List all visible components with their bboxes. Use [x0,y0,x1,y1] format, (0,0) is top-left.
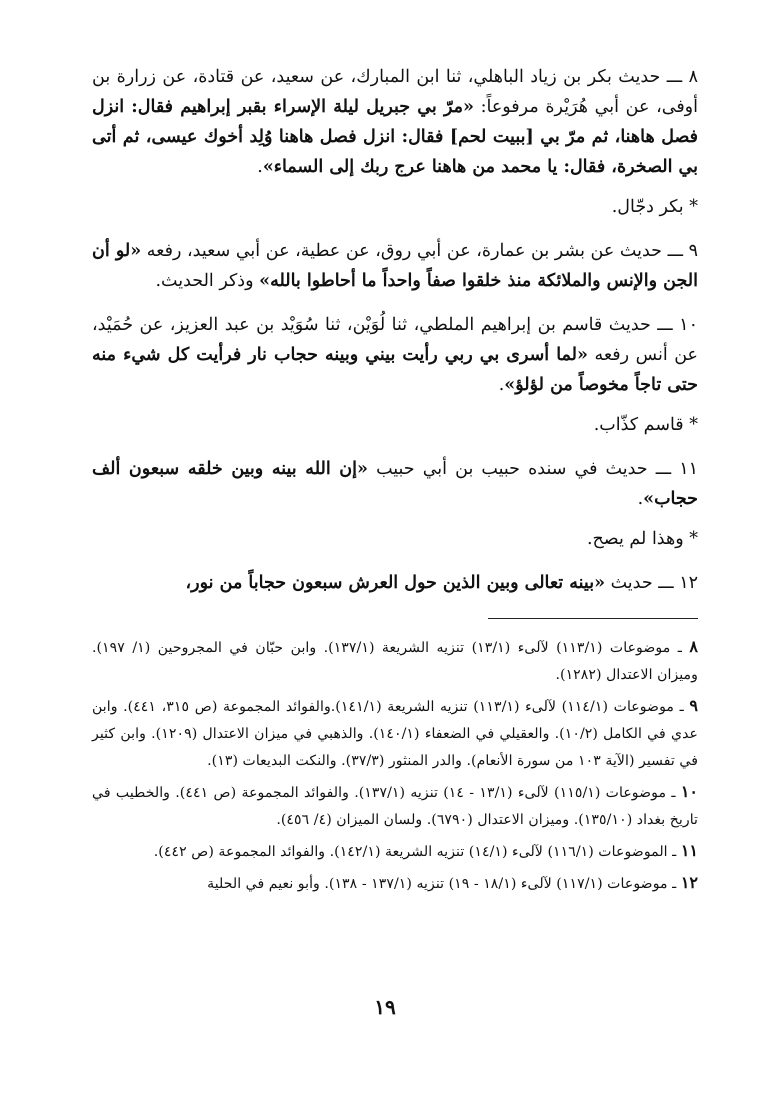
hadith-tail: . [498,375,505,395]
hadith-chain: ـــ حديث [605,573,674,593]
footnote-text: ـ الموضوعات (١١٦/١) لآلىء (١٤/١) تنزيه الشريعة (١٤٢/١). والفوائد المجموعة (ص ٤٤٢). [153,844,677,860]
footnote-number: ٨ [689,637,698,656]
narrator-note-10: * قاسم كذّاب. [593,415,698,435]
footnote-divider [488,618,698,619]
footnote-text: ـ موضوعات (١١٧/١) لآلىء (١٨/١ - ١٩) تنزيه (١٣٧/١ - ١٣٨). وأبو نعيم في الحلية [207,876,677,892]
hadith-11 [92,454,698,514]
hadith-text: «مرّ بي جبريل ليلة الإسراء بقبر إبراهيم فقال: انزل فصل هاهنا، ثم مرّ بي [ببيت لحم] فقال: انزل فصل هاهنا وُلِد أخوك عيسى، ثم أتى بي الصخرة، فقال: يا محمد من هاهنا عرج ربك إلى السماء» [92,97,698,177]
hadith-number: ١٠ [679,315,698,335]
hadith-text: «بينه تعالى وبين الذين حول العرش سبعون حجاباً من نور، [185,573,606,593]
hadith-text: «لما أسرى بي ربي رأيت بيني وبينه حجاب نار فرأيت كل شيء منه حتى تاجاً مخوصاً من لؤلؤ» [92,345,698,395]
hadith-number: ١١ [679,459,698,479]
hadith-tail: . [637,489,644,509]
hadith-12 [92,568,698,598]
footnote-text: ـ موضوعات (١١٤/١) لآلىء (١١٣/١) تنزيه الشريعة (١٤١/١).والفوائد المجموعة (ص ٣١٥، ٤٤١). وابن عدي في الكامل (١٠/٢). والعقيلي في الضعفاء (١٤٠/١). والذهبي في ميزان الاعتدال (١٢٠٩). وابن كثير في تفسير (الآية ١٠٣ من سورة الأنعام). والدر المنثور (٣٧/٣). والنكت البديعات (١٣). [92,699,698,769]
hadith-text: «إن الله بينه وبين خلقه سبعون ألف حجاب» [92,459,698,509]
hadith-tail: . [257,157,263,177]
footnote-number: ١١ [680,841,698,860]
page-body [92,62,698,901]
hadith-8 [92,62,698,182]
hadith-10 [92,310,698,400]
narrator-note-11: * وهذا لم يصح. [586,529,698,549]
hadith-number: ١٢ [679,573,698,593]
footnote-number: ١٢ [680,873,698,892]
hadith-chain: ـــ حديث في سنده حبيب بن أبي حبيب [367,459,672,479]
hadith-number: ٩ [688,241,698,261]
hadith-chain: ـــ حديث عن بشر بن عمارة، عن أبي روق، عن عطية، عن أبي سعيد، رفعه [141,241,683,261]
hadith-tail: وذكر الحديث. [155,271,260,291]
footnote-11 [92,837,698,866]
footnote-10 [92,778,698,834]
footnote-number: ١٠ [680,782,699,801]
footnote-8 [92,633,698,689]
footnote-text: ـ موضوعات (١١٥/١) لآلىء (١٣/١ - ١٤) تنزيه (١٣٧/١). والفوائد المجموعة (ص ٤٤١). والخطيب في تاريخ بغداد (١٣٥/١٠). وميزان الاعتدال (٦٧٩٠). ولسان الميزان (٤/ ٤٥٦). [92,785,698,828]
footnote-9 [92,692,698,775]
hadith-chain: ـــ حديث قاسم بن إبراهيم الملطي، ثنا لُوَيْن، ثنا سُوَيْد بن عبد العزيز، عن حُمَيْد، عن أنس رفعه [92,315,698,365]
hadith-number: ٨ [688,67,698,87]
hadith-chain: ـــ حديث بكر بن زياد الباهلي، ثنا ابن المبارك، عن سعيد، عن قتادة، عن زرارة بن أوفى، عن أبي هُرَيْرة مرفوعاً: [92,67,698,117]
footnote-text: ـ موضوعات (١١٣/١) لآلىء (١٣/١) تنزيه الشريعة (١٣٧/١). وابن حبّان في المجروحين (١/ ١٩٧). وميزان الاعتدال (١٢٨٢). [92,640,698,683]
footnote-12 [92,869,698,898]
footnote-number: ٩ [689,696,698,715]
narrator-note-8: * بكر دجّال. [611,197,698,217]
page-number: ١٩ [374,995,396,1019]
hadith-9 [92,236,698,296]
hadith-text: «لو أن الجن والإنس والملائكة منذ خلقوا صفاً واحداً ما أحاطوا بالله» [92,241,698,291]
